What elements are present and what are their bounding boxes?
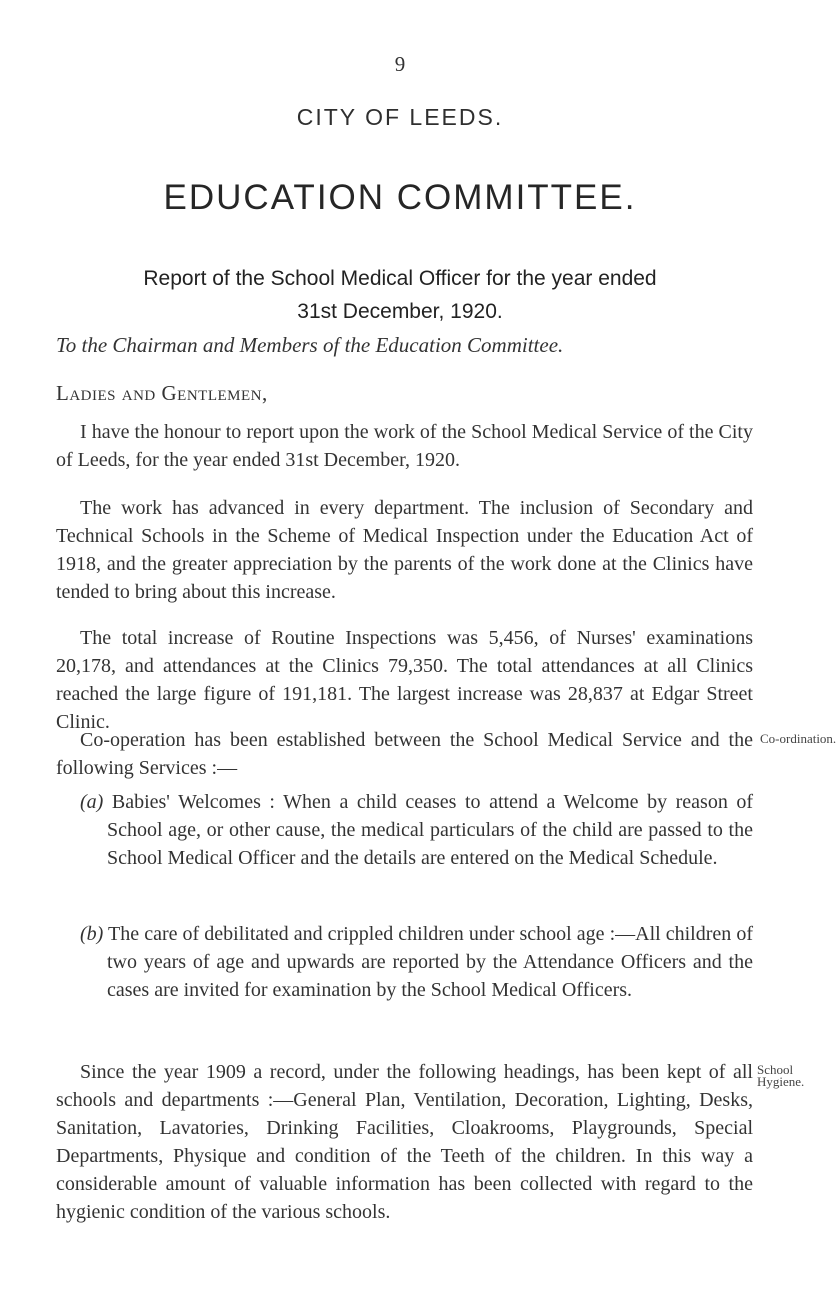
list-item-a [80, 788, 753, 872]
margin-note-hygiene-line-2: Hygiene. [757, 1074, 805, 1089]
paragraph-work-advanced: The work has advanced in every department. The inclusion of Secondary and Technical Schools in the Scheme of Medical Inspection under the Education Act of 1918, and the greater appreciation by the parents of the work done at the Clinics have tended to bring about this increase. [56, 497, 753, 603]
paragraph-total-increase: The total increase of Routine Inspections was 5,456, of Nurses' examinations 20,178, and attendances at the Clinics 79,350. The total attendances at all Clinics reached the large figure of 191,181. The largest increase was 28,837 at Edgar Street Clinic. [56, 627, 753, 733]
page-number: 9 [394, 52, 406, 76]
dedication: To the Chairman and Members of the Education Committee. [56, 333, 564, 357]
report-title-line-2: 31st December, 1920. [297, 300, 503, 323]
margin-note-hygiene-line-1: School [757, 1062, 794, 1077]
list-item-a-text: Babies' Welcomes : When a child ceases to attend a Welcome by reason of School age, or other cause, the medical particulars of the child are passed to the School Medical Officer and the details are entered on the Medical Schedule. [107, 791, 754, 869]
report-title [0, 262, 800, 328]
paragraph-since-1909: Since the year 1909 a record, under the following headings, has been kept of all schools and departments :—General Plan, Ventilation, Decoration, Lighting, Desks, Sanitation, Lavatories, Drinking Facilities, Cloakrooms, Playgrounds, Special Departments, Physique and condition of the Teeth of the children. In this way a considerable amount of valuable information has been collected with regard to the hygienic condition of the various schools. [56, 1061, 753, 1223]
city-title: CITY OF LEEDS. [296, 104, 504, 130]
paragraph-intro: I have the honour to report upon the work of the School Medical Service of the City of Leeds, for the year ended 31st December, 1920. [56, 421, 753, 471]
list-item-b-text: The care of debilitated and crippled children under school age :—All children of two years of age and upwards are reported by the Attendance Officers and the cases are invited for examination by the School Medical Officers. [107, 923, 753, 1001]
list-item-b [80, 920, 753, 1004]
list-item-b-label: (b) [80, 923, 104, 945]
report-title-line-1: Report of the School Medical Officer for the year ended [143, 267, 657, 290]
margin-note-coordination: Co-ordination. [760, 731, 836, 746]
paragraph-co-operation: Co-operation has been established between the School Medical Service and the following Services :— [56, 729, 753, 779]
list-item-a-label: (a) [80, 791, 104, 813]
margin-note-school-hygiene [757, 1062, 805, 1089]
salutation: Ladies and Gentlemen, [56, 381, 268, 405]
committee-title: EDUCATION COMMITTEE. [163, 178, 637, 217]
